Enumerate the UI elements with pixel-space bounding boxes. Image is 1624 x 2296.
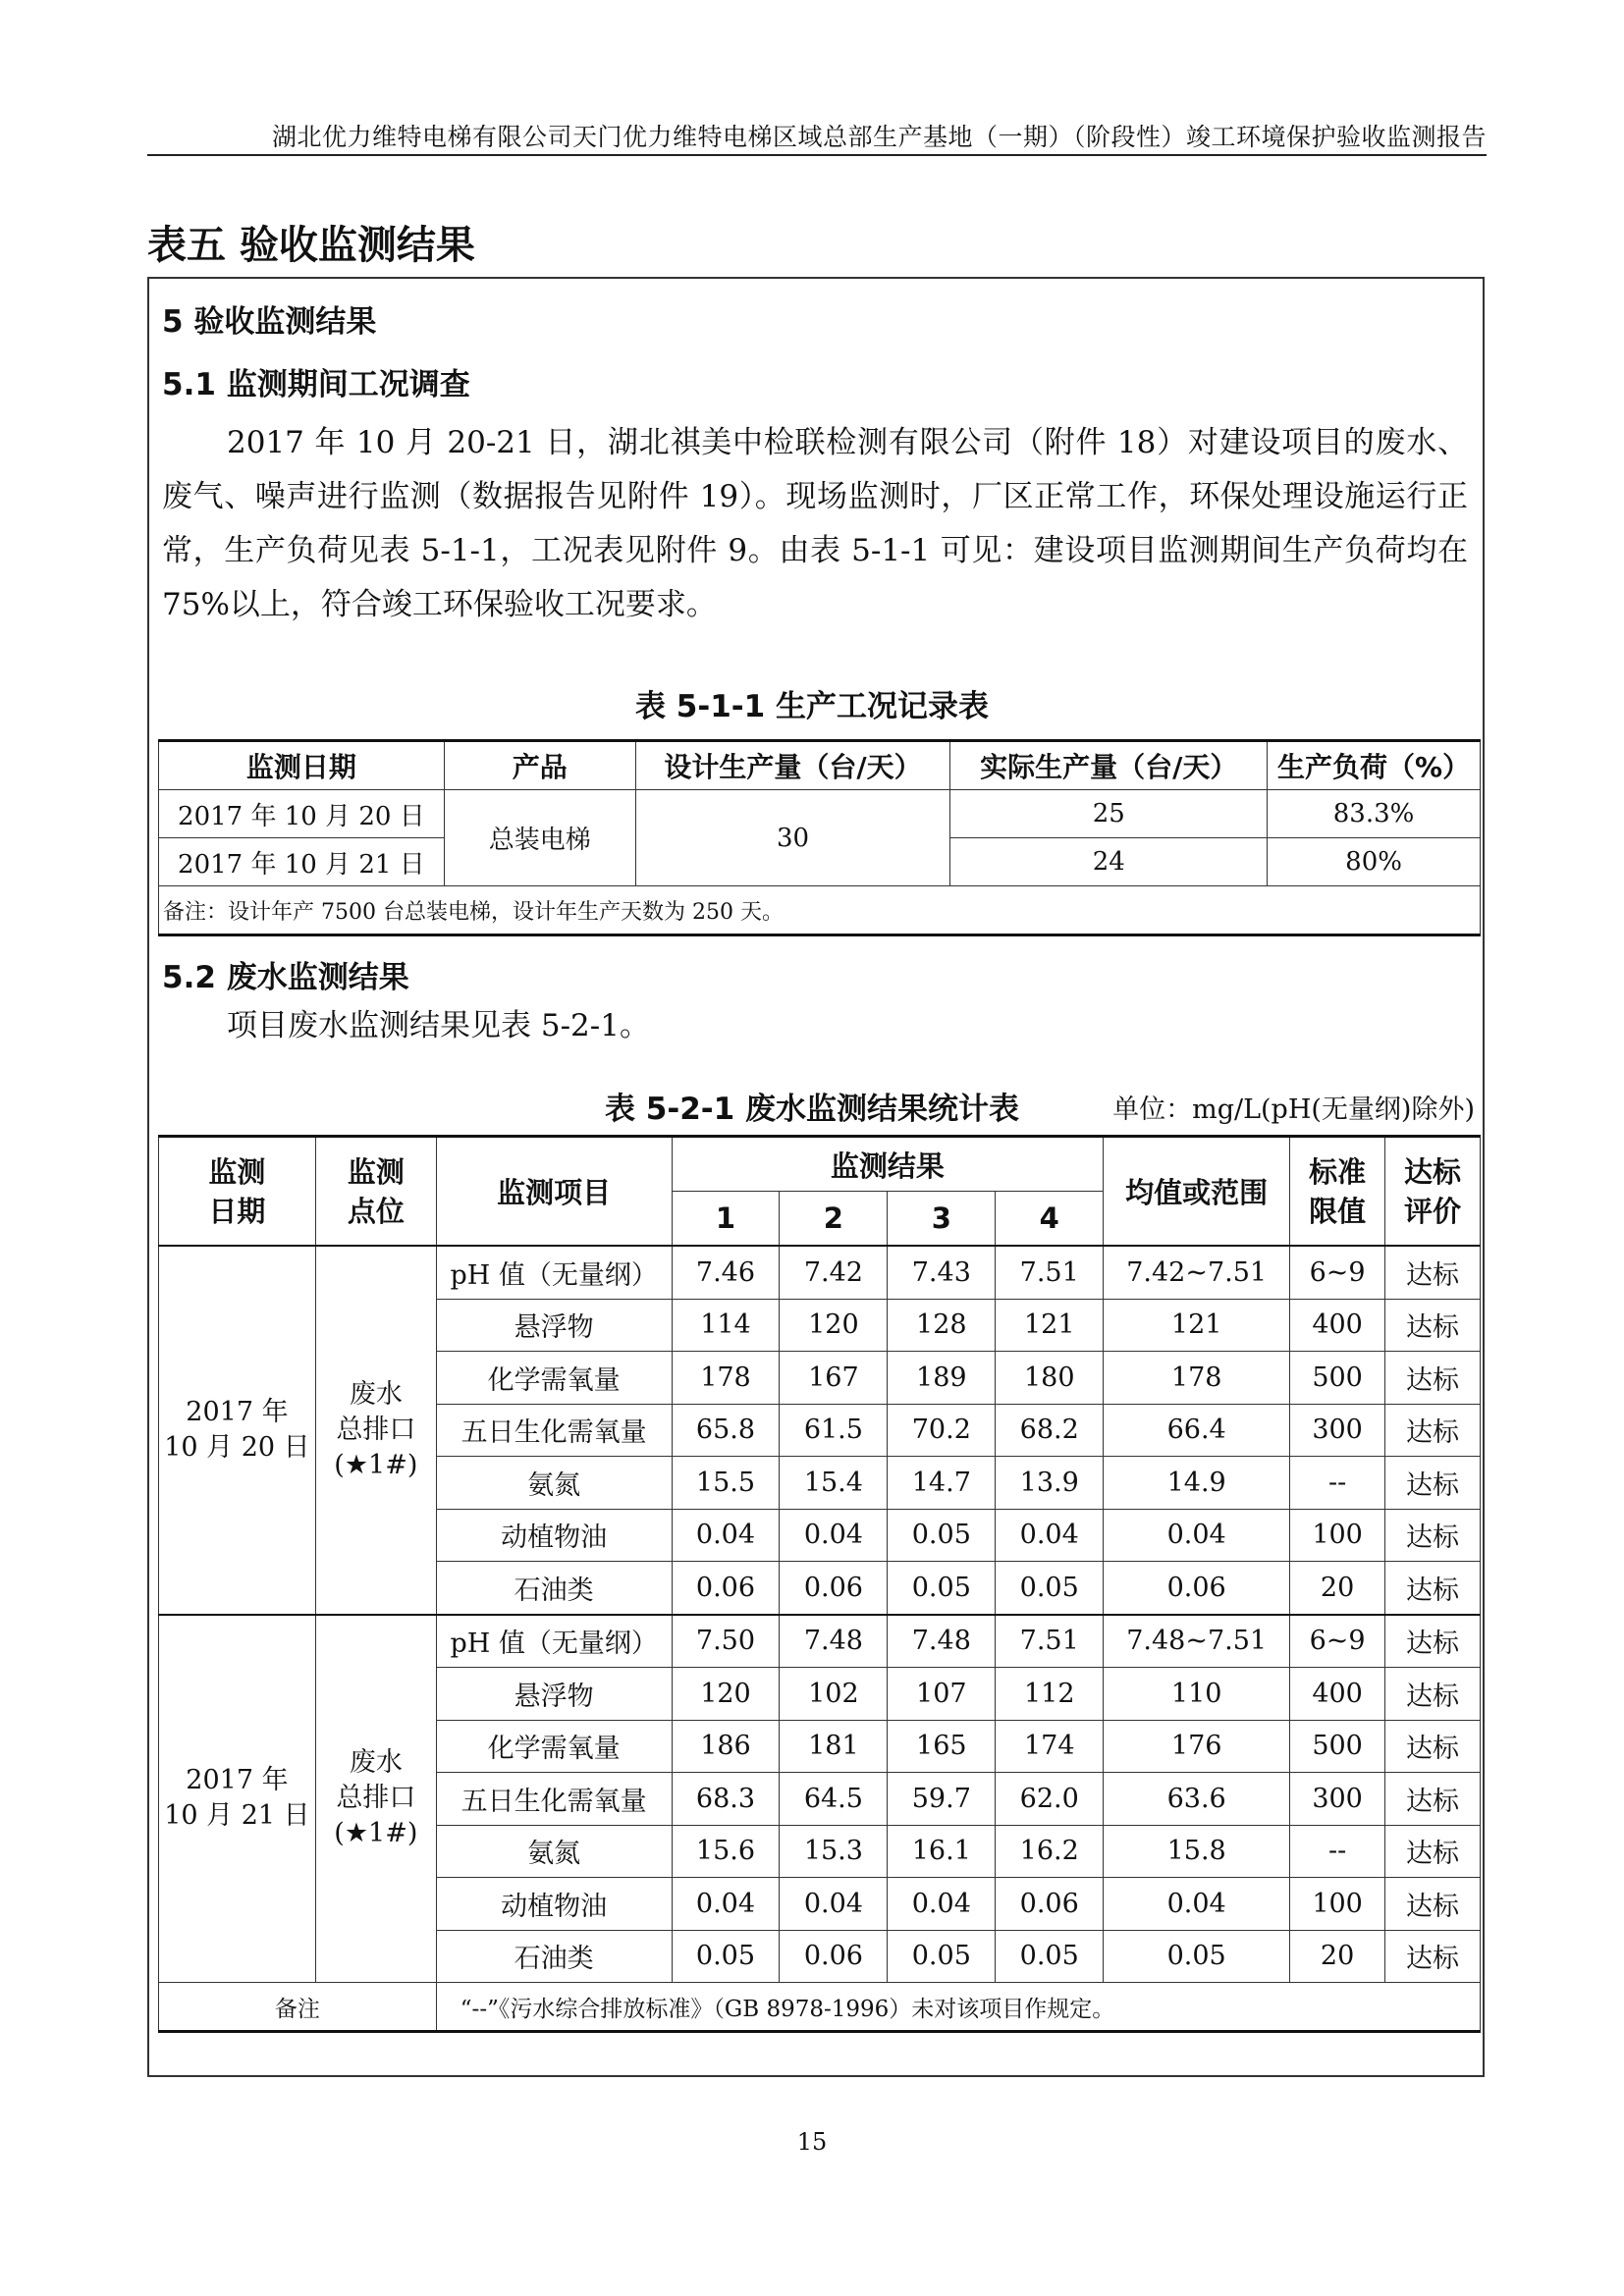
cell-limit: 6~9 bbox=[1290, 1246, 1385, 1299]
cell-item: 氨氮 bbox=[436, 1457, 672, 1510]
cell-item: 动植物油 bbox=[436, 1509, 672, 1562]
cell-sample-4: 0.06 bbox=[996, 1878, 1104, 1931]
cell-item: 石油类 bbox=[436, 1930, 672, 1983]
cell-sample-1: 0.04 bbox=[672, 1509, 780, 1562]
cell-evaluation: 达标 bbox=[1385, 1930, 1481, 1983]
cell-evaluation: 达标 bbox=[1385, 1457, 1481, 1510]
cell-sample-3: 0.05 bbox=[888, 1509, 996, 1562]
cell-sample-2: 0.06 bbox=[780, 1930, 888, 1983]
page-number: 15 bbox=[796, 2128, 828, 2156]
cell-sample-4: 0.05 bbox=[996, 1562, 1104, 1615]
cell-sample-1: 0.05 bbox=[672, 1930, 780, 1983]
cell-sample-4: 62.0 bbox=[996, 1773, 1104, 1826]
cell-sample-3: 189 bbox=[888, 1352, 996, 1405]
cell-item: 化学需氧量 bbox=[436, 1352, 672, 1405]
cell-mean: 178 bbox=[1104, 1352, 1290, 1405]
cell-limit: 500 bbox=[1290, 1352, 1385, 1405]
cell-sample-1: 120 bbox=[672, 1668, 780, 1721]
cell-sample-2: 61.5 bbox=[780, 1404, 888, 1457]
table-note-row bbox=[159, 886, 1481, 935]
cell-sample-2: 120 bbox=[780, 1299, 888, 1352]
cell-load: 83.3% bbox=[1268, 790, 1481, 838]
cell-sample-4: 0.04 bbox=[996, 1509, 1104, 1562]
cell-sample-3: 16.1 bbox=[888, 1825, 996, 1878]
header-limit: 标准 限值 bbox=[1290, 1137, 1385, 1247]
cell-limit: 500 bbox=[1290, 1720, 1385, 1773]
header-product: 产品 bbox=[444, 741, 635, 790]
cell-evaluation: 达标 bbox=[1385, 1299, 1481, 1352]
table-header-row bbox=[159, 1137, 1481, 1192]
cell-sample-2: 0.06 bbox=[780, 1562, 888, 1615]
cell-item: pH 值（无量纲） bbox=[436, 1615, 672, 1668]
cell-sample-2: 0.04 bbox=[780, 1509, 888, 1562]
cell-sample-4: 174 bbox=[996, 1720, 1104, 1773]
cell-item: 石油类 bbox=[436, 1562, 672, 1615]
cell-sample-4: 0.05 bbox=[996, 1930, 1104, 1983]
header-results: 监测结果 bbox=[672, 1137, 1104, 1192]
cell-limit: 400 bbox=[1290, 1299, 1385, 1352]
cell-mean: 176 bbox=[1104, 1720, 1290, 1773]
cell-sample-4: 16.2 bbox=[996, 1825, 1104, 1878]
table-note-row bbox=[159, 1983, 1481, 2032]
cell-limit: 20 bbox=[1290, 1930, 1385, 1983]
cell-sample-1: 65.8 bbox=[672, 1404, 780, 1457]
cell-sample-4: 121 bbox=[996, 1299, 1104, 1352]
cell-evaluation: 达标 bbox=[1385, 1562, 1481, 1615]
section-heading-5-1: 5.1 监测期间工况调查 bbox=[162, 367, 470, 402]
cell-sample-1: 7.46 bbox=[672, 1246, 780, 1299]
cell-mean: 66.4 bbox=[1104, 1404, 1290, 1457]
cell-sample-1: 178 bbox=[672, 1352, 780, 1405]
table-row bbox=[159, 790, 1481, 838]
table-header-row bbox=[159, 741, 1481, 790]
cell-sample-1: 114 bbox=[672, 1299, 780, 1352]
cell-limit: 400 bbox=[1290, 1668, 1385, 1721]
cell-limit: -- bbox=[1290, 1457, 1385, 1510]
cell-sample-3: 0.05 bbox=[888, 1562, 996, 1615]
cell-sample-2: 0.04 bbox=[780, 1878, 888, 1931]
cell-sample-3: 0.05 bbox=[888, 1930, 996, 1983]
cell-sample-2: 181 bbox=[780, 1720, 888, 1773]
cell-product: 总装电梯 bbox=[444, 790, 635, 886]
cell-sample-4: 180 bbox=[996, 1352, 1104, 1405]
cell-sample-1: 7.50 bbox=[672, 1615, 780, 1668]
cell-sample-4: 7.51 bbox=[996, 1615, 1104, 1668]
cell-evaluation: 达标 bbox=[1385, 1615, 1481, 1668]
cell-limit: 20 bbox=[1290, 1562, 1385, 1615]
cell-evaluation: 达标 bbox=[1385, 1246, 1481, 1299]
cell-evaluation: 达标 bbox=[1385, 1668, 1481, 1721]
cell-date: 2017 年 10 月 21 日 bbox=[159, 838, 445, 886]
cell-item: 动植物油 bbox=[436, 1878, 672, 1931]
cell-sample-1: 0.06 bbox=[672, 1562, 780, 1615]
cell-evaluation: 达标 bbox=[1385, 1825, 1481, 1878]
cell-sample-1: 15.6 bbox=[672, 1825, 780, 1878]
header-design-output: 设计生产量（台/天） bbox=[635, 741, 950, 790]
cell-item: 化学需氧量 bbox=[436, 1720, 672, 1773]
cell-sample-1: 68.3 bbox=[672, 1773, 780, 1826]
cell-limit: 300 bbox=[1290, 1773, 1385, 1826]
cell-item: pH 值（无量纲） bbox=[436, 1246, 672, 1299]
header-monitor-date: 监测日期 bbox=[159, 741, 445, 790]
table1-caption: 表 5-1-1 生产工况记录表 bbox=[634, 689, 990, 724]
header-sample-3: 3 bbox=[888, 1192, 996, 1247]
cell-sample-3: 14.7 bbox=[888, 1457, 996, 1510]
cell-sample-2: 7.42 bbox=[780, 1246, 888, 1299]
cell-evaluation: 达标 bbox=[1385, 1352, 1481, 1405]
production-conditions-table bbox=[158, 739, 1481, 936]
cell-sample-3: 59.7 bbox=[888, 1773, 996, 1826]
cell-design-output: 30 bbox=[635, 790, 950, 886]
cell-sample-1: 186 bbox=[672, 1720, 780, 1773]
cell-mean: 0.05 bbox=[1104, 1930, 1290, 1983]
cell-date: 2017 年 10 月 20 日 bbox=[159, 1246, 316, 1615]
cell-mean: 15.8 bbox=[1104, 1825, 1290, 1878]
cell-sample-2: 7.48 bbox=[780, 1615, 888, 1668]
table2-caption: 表 5-2-1 废水监测结果统计表 bbox=[604, 1092, 1020, 1127]
cell-evaluation: 达标 bbox=[1385, 1509, 1481, 1562]
cell-point: 废水 总排口 (★1#) bbox=[315, 1615, 436, 1983]
cell-evaluation: 达标 bbox=[1385, 1720, 1481, 1773]
cell-limit: 100 bbox=[1290, 1878, 1385, 1931]
cell-sample-4: 112 bbox=[996, 1668, 1104, 1721]
cell-sample-2: 167 bbox=[780, 1352, 888, 1405]
cell-sample-2: 102 bbox=[780, 1668, 888, 1721]
cell-evaluation: 达标 bbox=[1385, 1404, 1481, 1457]
cell-sample-3: 7.48 bbox=[888, 1615, 996, 1668]
section-heading-5-2: 5.2 废水监测结果 bbox=[162, 960, 409, 995]
paragraph-working-conditions: 2017 年 10 月 20-21 日，湖北祺美中检联检测有限公司（附件 18）对建设项目的废水、废气、噪声进行监测（数据报告见附件 19）。现场监测时，厂区正常工作，环保处理设施运行正常，生产负荷见表 5-1-1，工况表见附件 9。由表 5-1-1 可见：建设项目监测期间生产负荷均在 75%以上，符合竣工环保验收工况要求。 bbox=[162, 425, 1468, 622]
note-text: “--”《污水综合排放标准》（GB 8978-1996）未对该项目作规定。 bbox=[436, 1983, 1480, 2032]
cell-evaluation: 达标 bbox=[1385, 1773, 1481, 1826]
table-row bbox=[159, 1615, 1481, 1668]
cell-date: 2017 年 10 月 20 日 bbox=[159, 790, 445, 838]
cell-mean: 0.04 bbox=[1104, 1509, 1290, 1562]
cell-item: 五日生化需氧量 bbox=[436, 1773, 672, 1826]
page-title: 表五 验收监测结果 bbox=[147, 223, 475, 268]
cell-actual-output: 24 bbox=[950, 838, 1268, 886]
cell-item: 悬浮物 bbox=[436, 1668, 672, 1721]
cell-mean: 7.48~7.51 bbox=[1104, 1615, 1290, 1668]
header-item: 监测项目 bbox=[436, 1137, 672, 1247]
cell-sample-1: 0.04 bbox=[672, 1878, 780, 1931]
header-mean: 均值或范围 bbox=[1104, 1137, 1290, 1247]
header-load: 生产负荷（%） bbox=[1268, 741, 1481, 790]
cell-limit: -- bbox=[1290, 1825, 1385, 1878]
table2-unit: 单位：mg/L(pH(无量纲)除外) bbox=[1112, 1095, 1475, 1125]
cell-mean: 63.6 bbox=[1104, 1773, 1290, 1826]
cell-evaluation: 达标 bbox=[1385, 1878, 1481, 1931]
cell-point: 废水 总排口 (★1#) bbox=[315, 1246, 436, 1615]
cell-sample-3: 7.43 bbox=[888, 1246, 996, 1299]
cell-limit: 300 bbox=[1290, 1404, 1385, 1457]
header-date: 监测 日期 bbox=[159, 1137, 316, 1247]
header-rule bbox=[147, 154, 1487, 156]
cell-mean: 110 bbox=[1104, 1668, 1290, 1721]
cell-mean: 121 bbox=[1104, 1299, 1290, 1352]
header-evaluation: 达标 评价 bbox=[1385, 1137, 1481, 1247]
cell-sample-1: 15.5 bbox=[672, 1457, 780, 1510]
cell-limit: 100 bbox=[1290, 1509, 1385, 1562]
running-header: 湖北优力维特电梯有限公司天门优力维特电梯区域总部生产基地（一期）（阶段性）竣工环境保护验收监测报告 bbox=[271, 123, 1487, 151]
cell-mean: 0.04 bbox=[1104, 1878, 1290, 1931]
cell-sample-3: 70.2 bbox=[888, 1404, 996, 1457]
cell-item: 氨氮 bbox=[436, 1825, 672, 1878]
cell-date: 2017 年 10 月 21 日 bbox=[159, 1615, 316, 1983]
cell-sample-3: 128 bbox=[888, 1299, 996, 1352]
table-row bbox=[159, 1246, 1481, 1299]
cell-sample-2: 15.3 bbox=[780, 1825, 888, 1878]
cell-mean: 0.06 bbox=[1104, 1562, 1290, 1615]
cell-item: 悬浮物 bbox=[436, 1299, 672, 1352]
header-actual-output: 实际生产量（台/天） bbox=[950, 741, 1268, 790]
cell-mean: 14.9 bbox=[1104, 1457, 1290, 1510]
cell-item: 五日生化需氧量 bbox=[436, 1404, 672, 1457]
section-heading-5: 5 验收监测结果 bbox=[162, 304, 377, 340]
cell-sample-2: 64.5 bbox=[780, 1773, 888, 1826]
table1-note: 备注：设计年产 7500 台总装电梯，设计年生产天数为 250 天。 bbox=[159, 886, 1481, 935]
cell-sample-3: 0.04 bbox=[888, 1878, 996, 1931]
paragraph-wastewater-intro: 项目废水监测结果见表 5-2-1。 bbox=[227, 1008, 650, 1043]
cell-sample-4: 7.51 bbox=[996, 1246, 1104, 1299]
header-sample-1: 1 bbox=[672, 1192, 780, 1247]
wastewater-results-table bbox=[158, 1135, 1481, 2033]
cell-mean: 7.42~7.51 bbox=[1104, 1246, 1290, 1299]
cell-actual-output: 25 bbox=[950, 790, 1268, 838]
cell-sample-3: 165 bbox=[888, 1720, 996, 1773]
table-body bbox=[159, 1246, 1481, 1983]
cell-sample-4: 13.9 bbox=[996, 1457, 1104, 1510]
cell-load: 80% bbox=[1268, 838, 1481, 886]
cell-sample-2: 15.4 bbox=[780, 1457, 888, 1510]
cell-sample-4: 68.2 bbox=[996, 1404, 1104, 1457]
cell-sample-3: 107 bbox=[888, 1668, 996, 1721]
header-sample-2: 2 bbox=[780, 1192, 888, 1247]
cell-limit: 6~9 bbox=[1290, 1615, 1385, 1668]
header-point: 监测 点位 bbox=[315, 1137, 436, 1247]
note-label: 备注 bbox=[159, 1983, 437, 2032]
header-sample-4: 4 bbox=[996, 1192, 1104, 1247]
